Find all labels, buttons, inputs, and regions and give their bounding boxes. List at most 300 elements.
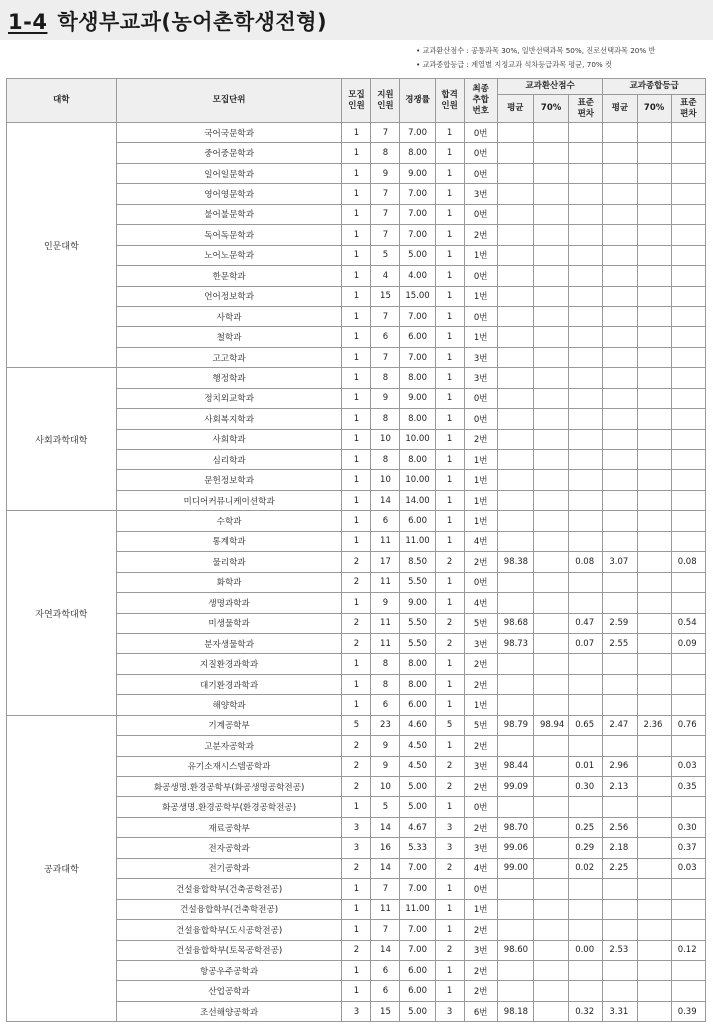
- department-name: 전자공학과: [116, 838, 342, 858]
- final-waitlist-no: 2번: [464, 674, 497, 694]
- grade-std-dev: 0.12: [671, 940, 705, 960]
- department-name: 화공생명.환경공학부(화공생명공학전공): [116, 777, 342, 797]
- final-waitlist-no: 2번: [464, 552, 497, 572]
- grade-average: [603, 429, 637, 449]
- applicant-count: 11: [371, 572, 400, 592]
- score-70-cut: [533, 184, 568, 204]
- grade-average: [603, 184, 637, 204]
- grade-70-cut: [637, 981, 671, 1001]
- grade-average: [603, 409, 637, 429]
- recruit-count: 1: [342, 409, 371, 429]
- final-waitlist-no: 3번: [464, 184, 497, 204]
- grade-average: 2.56: [603, 817, 637, 837]
- score-70-cut: [533, 143, 568, 163]
- final-waitlist-no: 0번: [464, 797, 497, 817]
- score-average: 99.06: [497, 838, 533, 858]
- pass-count: 1: [435, 572, 464, 592]
- department-name: 분자생물학과: [116, 633, 342, 653]
- table-row: [7, 123, 706, 143]
- competition-ratio: 7.00: [400, 879, 435, 899]
- grade-70-cut: [637, 347, 671, 367]
- score-average: 98.44: [497, 756, 533, 776]
- applicant-count: 11: [371, 613, 400, 633]
- grade-70-cut: [637, 225, 671, 245]
- department-name: 통계학과: [116, 531, 342, 551]
- score-average: [497, 266, 533, 286]
- pass-count: 1: [435, 184, 464, 204]
- final-waitlist-no: 2번: [464, 225, 497, 245]
- score-std-dev: 0.29: [569, 838, 603, 858]
- pass-count: 2: [435, 613, 464, 633]
- department-name: 일어일문학과: [116, 163, 342, 183]
- recruit-count: 1: [342, 143, 371, 163]
- grade-std-dev: [671, 879, 705, 899]
- pass-count: 5: [435, 715, 464, 735]
- pass-count: 1: [435, 797, 464, 817]
- score-std-dev: [569, 572, 603, 592]
- recruit-count: 1: [342, 368, 371, 388]
- recruit-count: 1: [342, 429, 371, 449]
- grade-std-dev: 0.37: [671, 838, 705, 858]
- department-name: 유기소재시스템공학과: [116, 756, 342, 776]
- pass-count: 1: [435, 266, 464, 286]
- recruit-count: 2: [342, 736, 371, 756]
- pass-count: 1: [435, 470, 464, 490]
- recruit-count: 1: [342, 347, 371, 367]
- applicant-count: 11: [371, 899, 400, 919]
- recruit-count: 1: [342, 470, 371, 490]
- score-std-dev: [569, 245, 603, 265]
- recruit-count: 1: [342, 654, 371, 674]
- recruit-count: 2: [342, 552, 371, 572]
- recruit-count: 1: [342, 960, 371, 980]
- grade-average: [603, 879, 637, 899]
- applicant-count: 8: [371, 143, 400, 163]
- final-waitlist-no: 2번: [464, 920, 497, 940]
- final-waitlist-no: 0번: [464, 572, 497, 592]
- department-name: 물리학과: [116, 552, 342, 572]
- applicant-count: 8: [371, 674, 400, 694]
- score-average: [497, 511, 533, 531]
- table-row: [7, 715, 706, 735]
- grade-std-dev: 0.76: [671, 715, 705, 735]
- score-70-cut: [533, 409, 568, 429]
- col-recruit: 모집 인원: [342, 79, 371, 123]
- score-std-dev: [569, 204, 603, 224]
- score-70-cut: [533, 123, 568, 143]
- grade-70-cut: [637, 858, 671, 878]
- final-waitlist-no: 2번: [464, 654, 497, 674]
- score-average: 98.70: [497, 817, 533, 837]
- recruit-count: 1: [342, 797, 371, 817]
- final-waitlist-no: 3번: [464, 756, 497, 776]
- department-name: 문헌정보학과: [116, 470, 342, 490]
- department-name: 기계공학부: [116, 715, 342, 735]
- department-name: 건설융합학부(토목공학전공): [116, 940, 342, 960]
- pass-count: 1: [435, 695, 464, 715]
- competition-ratio: 5.00: [400, 777, 435, 797]
- final-waitlist-no: 1번: [464, 286, 497, 306]
- applicant-count: 16: [371, 838, 400, 858]
- applicant-count: 7: [371, 123, 400, 143]
- table-row: [7, 368, 706, 388]
- competition-ratio: 8.00: [400, 409, 435, 429]
- grade-std-dev: [671, 123, 705, 143]
- final-waitlist-no: 1번: [464, 490, 497, 510]
- grade-std-dev: [671, 204, 705, 224]
- recruit-count: 1: [342, 286, 371, 306]
- competition-ratio: 7.00: [400, 347, 435, 367]
- score-average: [497, 981, 533, 1001]
- col-score-sd: 표준 편차: [569, 95, 603, 123]
- col-score-avg: 평균: [497, 95, 533, 123]
- grade-70-cut: [637, 838, 671, 858]
- recruit-count: 1: [342, 327, 371, 347]
- grade-std-dev: [671, 470, 705, 490]
- score-70-cut: [533, 490, 568, 510]
- applicant-count: 17: [371, 552, 400, 572]
- score-average: [497, 388, 533, 408]
- competition-ratio: 5.00: [400, 1001, 435, 1021]
- pass-count: 1: [435, 163, 464, 183]
- table-row: [7, 511, 706, 531]
- applicant-count: 5: [371, 245, 400, 265]
- grade-average: 3.31: [603, 1001, 637, 1021]
- pass-count: 1: [435, 736, 464, 756]
- grade-average: [603, 695, 637, 715]
- col-univ: 대학: [7, 79, 117, 123]
- grade-70-cut: 2.36: [637, 715, 671, 735]
- grade-70-cut: [637, 470, 671, 490]
- grade-std-dev: 0.30: [671, 817, 705, 837]
- score-std-dev: 0.00: [569, 940, 603, 960]
- grade-average: [603, 797, 637, 817]
- college-name: 인문대학: [7, 123, 117, 368]
- score-average: [497, 879, 533, 899]
- col-grade-70: 70%: [637, 95, 671, 123]
- final-waitlist-no: 4번: [464, 858, 497, 878]
- recruit-count: 1: [342, 920, 371, 940]
- competition-ratio: 7.00: [400, 123, 435, 143]
- score-70-cut: [533, 797, 568, 817]
- grade-average: [603, 470, 637, 490]
- grade-std-dev: [671, 960, 705, 980]
- applicant-count: 7: [371, 204, 400, 224]
- department-name: 수학과: [116, 511, 342, 531]
- grade-std-dev: [671, 388, 705, 408]
- grade-70-cut: [637, 960, 671, 980]
- department-name: 고고학과: [116, 347, 342, 367]
- department-name: 영어영문학과: [116, 184, 342, 204]
- final-waitlist-no: 6번: [464, 1001, 497, 1021]
- score-average: [497, 960, 533, 980]
- grade-average: [603, 511, 637, 531]
- competition-ratio: 5.50: [400, 633, 435, 653]
- competition-ratio: 14.00: [400, 490, 435, 510]
- grade-std-dev: 0.54: [671, 613, 705, 633]
- grade-average: [603, 531, 637, 551]
- grade-std-dev: [671, 306, 705, 326]
- grade-std-dev: [671, 409, 705, 429]
- score-70-cut: [533, 204, 568, 224]
- grade-std-dev: [671, 981, 705, 1001]
- grade-70-cut: [637, 552, 671, 572]
- score-std-dev: [569, 654, 603, 674]
- competition-ratio: 6.00: [400, 960, 435, 980]
- competition-ratio: 8.00: [400, 368, 435, 388]
- grade-average: [603, 960, 637, 980]
- score-average: [497, 347, 533, 367]
- final-waitlist-no: 1번: [464, 450, 497, 470]
- grade-70-cut: [637, 450, 671, 470]
- col-final: 최종 추합 번호: [464, 79, 497, 123]
- department-name: 조선해양공학과: [116, 1001, 342, 1021]
- grade-average: [603, 143, 637, 163]
- grade-average: [603, 266, 637, 286]
- grade-std-dev: [671, 511, 705, 531]
- final-waitlist-no: 0번: [464, 163, 497, 183]
- recruit-count: 1: [342, 388, 371, 408]
- grade-average: [603, 450, 637, 470]
- grade-average: [603, 490, 637, 510]
- competition-ratio: 6.00: [400, 327, 435, 347]
- pass-count: 1: [435, 347, 464, 367]
- section-number: 1-4: [8, 10, 48, 34]
- score-70-cut: [533, 347, 568, 367]
- grade-70-cut: [637, 940, 671, 960]
- grade-average: [603, 388, 637, 408]
- department-name: 중어중문학과: [116, 143, 342, 163]
- pass-count: 2: [435, 633, 464, 653]
- score-average: [497, 123, 533, 143]
- score-average: 98.60: [497, 940, 533, 960]
- grade-std-dev: 0.35: [671, 777, 705, 797]
- competition-ratio: 5.00: [400, 797, 435, 817]
- score-average: [497, 899, 533, 919]
- grade-70-cut: [637, 327, 671, 347]
- applicant-count: 5: [371, 797, 400, 817]
- grade-average: [603, 225, 637, 245]
- col-dept: 모집단위: [116, 79, 342, 123]
- applicant-count: 8: [371, 409, 400, 429]
- grade-std-dev: [671, 490, 705, 510]
- score-average: [497, 429, 533, 449]
- score-average: [497, 204, 533, 224]
- grade-average: [603, 347, 637, 367]
- grade-average: 2.13: [603, 777, 637, 797]
- score-70-cut: [533, 388, 568, 408]
- recruit-count: 1: [342, 266, 371, 286]
- applicant-count: 9: [371, 736, 400, 756]
- grade-average: 2.47: [603, 715, 637, 735]
- grade-70-cut: [637, 1001, 671, 1021]
- grade-std-dev: 0.39: [671, 1001, 705, 1021]
- pass-count: 2: [435, 777, 464, 797]
- competition-ratio: 9.00: [400, 163, 435, 183]
- score-std-dev: [569, 327, 603, 347]
- pass-count: 2: [435, 858, 464, 878]
- final-waitlist-no: 0번: [464, 123, 497, 143]
- recruit-count: 1: [342, 184, 371, 204]
- recruit-count: 1: [342, 204, 371, 224]
- score-average: 98.38: [497, 552, 533, 572]
- applicant-count: 14: [371, 858, 400, 878]
- recruit-count: 3: [342, 1001, 371, 1021]
- grade-std-dev: [671, 593, 705, 613]
- score-70-cut: [533, 756, 568, 776]
- grade-average: 2.59: [603, 613, 637, 633]
- score-70-cut: [533, 266, 568, 286]
- pass-count: 1: [435, 429, 464, 449]
- competition-ratio: 5.33: [400, 838, 435, 858]
- grade-std-dev: 0.08: [671, 552, 705, 572]
- applicant-count: 9: [371, 756, 400, 776]
- score-std-dev: [569, 531, 603, 551]
- score-70-cut: [533, 450, 568, 470]
- grade-std-dev: 0.09: [671, 633, 705, 653]
- competition-ratio: 4.50: [400, 756, 435, 776]
- department-name: 고분자공학과: [116, 736, 342, 756]
- score-std-dev: [569, 123, 603, 143]
- competition-ratio: 15.00: [400, 286, 435, 306]
- score-std-dev: [569, 286, 603, 306]
- recruit-count: 2: [342, 777, 371, 797]
- pass-count: 1: [435, 981, 464, 1001]
- pass-count: 2: [435, 940, 464, 960]
- score-std-dev: [569, 368, 603, 388]
- score-70-cut: [533, 838, 568, 858]
- grade-std-dev: [671, 674, 705, 694]
- recruit-count: 1: [342, 899, 371, 919]
- score-std-dev: [569, 981, 603, 1001]
- pass-count: 1: [435, 450, 464, 470]
- grade-average: [603, 736, 637, 756]
- final-waitlist-no: 0번: [464, 143, 497, 163]
- college-name: 자연과학대학: [7, 511, 117, 715]
- grade-70-cut: [637, 572, 671, 592]
- score-average: 98.18: [497, 1001, 533, 1021]
- grade-average: [603, 920, 637, 940]
- score-70-cut: [533, 920, 568, 940]
- score-std-dev: 0.47: [569, 613, 603, 633]
- grade-average: [603, 286, 637, 306]
- final-waitlist-no: 2번: [464, 777, 497, 797]
- college-name: 공과대학: [7, 715, 117, 1022]
- pass-count: 1: [435, 674, 464, 694]
- table-body: [7, 123, 706, 1022]
- score-std-dev: 0.30: [569, 777, 603, 797]
- score-average: [497, 368, 533, 388]
- score-std-dev: [569, 143, 603, 163]
- col-apply: 지원 인원: [371, 79, 400, 123]
- score-average: [497, 225, 533, 245]
- competition-ratio: 7.00: [400, 920, 435, 940]
- final-waitlist-no: 2번: [464, 817, 497, 837]
- grade-average: [603, 674, 637, 694]
- col-grade-avg: 평균: [603, 95, 637, 123]
- score-70-cut: [533, 858, 568, 878]
- grade-average: [603, 654, 637, 674]
- pass-count: 2: [435, 756, 464, 776]
- grade-std-dev: 0.03: [671, 858, 705, 878]
- score-70-cut: [533, 245, 568, 265]
- score-70-cut: [533, 572, 568, 592]
- score-70-cut: [533, 593, 568, 613]
- competition-ratio: 5.50: [400, 613, 435, 633]
- grade-average: 2.96: [603, 756, 637, 776]
- grade-70-cut: [637, 777, 671, 797]
- score-70-cut: [533, 633, 568, 653]
- grade-70-cut: [637, 409, 671, 429]
- applicant-count: 9: [371, 163, 400, 183]
- grade-70-cut: [637, 817, 671, 837]
- department-name: 건설융합학부(건축학전공): [116, 899, 342, 919]
- department-name: 건설융합학부(건축공학전공): [116, 879, 342, 899]
- recruit-count: 1: [342, 981, 371, 1001]
- final-waitlist-no: 3번: [464, 940, 497, 960]
- score-70-cut: [533, 960, 568, 980]
- competition-ratio: 7.00: [400, 184, 435, 204]
- applicant-count: 4: [371, 266, 400, 286]
- final-waitlist-no: 4번: [464, 531, 497, 551]
- final-waitlist-no: 3번: [464, 838, 497, 858]
- recruit-count: 2: [342, 756, 371, 776]
- grade-70-cut: [637, 388, 671, 408]
- score-std-dev: [569, 899, 603, 919]
- score-70-cut: [533, 286, 568, 306]
- competition-ratio: 4.67: [400, 817, 435, 837]
- applicant-count: 9: [371, 593, 400, 613]
- recruit-count: 2: [342, 613, 371, 633]
- applicant-count: 15: [371, 1001, 400, 1021]
- score-std-dev: [569, 593, 603, 613]
- score-70-cut: [533, 879, 568, 899]
- score-70-cut: [533, 225, 568, 245]
- competition-ratio: 11.00: [400, 899, 435, 919]
- final-waitlist-no: 1번: [464, 511, 497, 531]
- competition-ratio: 7.00: [400, 940, 435, 960]
- grade-average: [603, 327, 637, 347]
- score-std-dev: [569, 879, 603, 899]
- score-average: [497, 920, 533, 940]
- grade-70-cut: [637, 879, 671, 899]
- department-name: 대기환경과학과: [116, 674, 342, 694]
- recruit-count: 5: [342, 715, 371, 735]
- grade-70-cut: [637, 633, 671, 653]
- final-waitlist-no: 1번: [464, 899, 497, 919]
- score-70-cut: [533, 470, 568, 490]
- applicant-count: 7: [371, 920, 400, 940]
- grade-70-cut: [637, 695, 671, 715]
- pass-count: 1: [435, 306, 464, 326]
- grade-std-dev: [671, 245, 705, 265]
- col-grade-group: 교과종합등급: [603, 79, 706, 95]
- applicant-count: 10: [371, 470, 400, 490]
- grade-std-dev: [671, 143, 705, 163]
- final-waitlist-no: 5번: [464, 613, 497, 633]
- applicant-count: 11: [371, 633, 400, 653]
- col-ratio: 경쟁률: [400, 79, 435, 123]
- score-std-dev: [569, 225, 603, 245]
- final-waitlist-no: 1번: [464, 470, 497, 490]
- competition-ratio: 4.60: [400, 715, 435, 735]
- score-std-dev: [569, 347, 603, 367]
- note-line: • 교과환산점수 : 공통과목 30%, 일반선택과목 50%, 진로선택과목 20% 반: [416, 46, 656, 55]
- score-70-cut: [533, 511, 568, 531]
- grade-average: [603, 899, 637, 919]
- recruit-count: 1: [342, 879, 371, 899]
- score-70-cut: [533, 429, 568, 449]
